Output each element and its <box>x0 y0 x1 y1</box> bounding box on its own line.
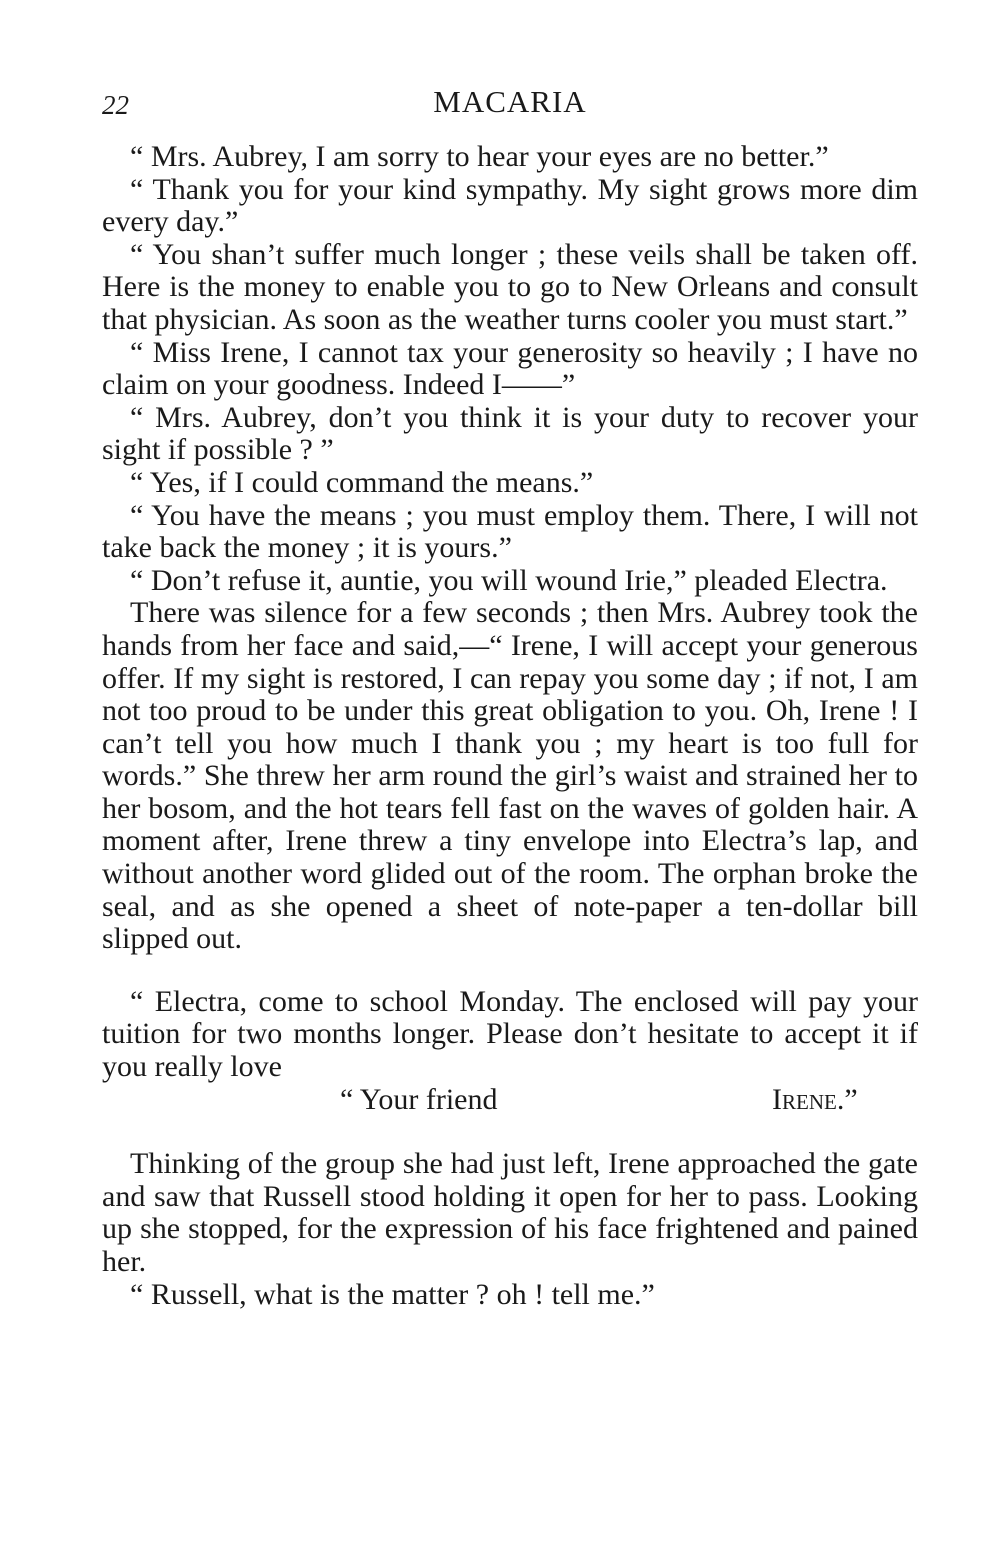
paragraph: “ Mrs. Aubrey, I am sorry to hear your eyes are no better.” <box>130 140 829 173</box>
paragraph: “ Yes, if I could command the means.” <box>130 465 594 499</box>
letter-signature: Irene.” <box>772 1082 858 1116</box>
paragraph: “ Russell, what is the matter ? oh ! tell me.” <box>130 1277 655 1311</box>
paragraph: “ Miss Irene, I cannot tax your generosity so heavily ; I have no claim on your goodness. Indeed I——” <box>102 335 918 402</box>
page-number: 22 <box>102 90 129 120</box>
paragraph: “ You shan’t suffer much longer ; these veils shall be taken off. Here is the money to enable you to go to New Orleans and consult that physician. As soon as the weather turns cooler you must start.” <box>102 237 918 336</box>
book-title: MACARIA <box>433 84 587 119</box>
paragraph: “ You have the means ; you must employ them. There, I will not take back the money ; it is yours.” <box>102 498 918 565</box>
letter-closing: “ Your friend <box>340 1082 498 1116</box>
paragraph: “ Mrs. Aubrey, don’t you think it is your duty to recover your sight if possible ? ” <box>102 400 918 467</box>
paragraph: There was silence for a few seconds ; then Mrs. Aubrey took the hands from her face and said,—“ Irene, I will accept your generous offer. If my sight is restored, I can repay you some day ; if not, I am not too proud to be under this great obligation to you. Oh, Irene ! I can’t tell you how much I thank you ; my heart is too full for words.” She threw her arm round the girl’s waist and strained her to her bosom, and the hot tears fell fast on the waves of golden hair. A moment after, Irene threw a tiny envelope into Electra’s lap, and without another word glided out of the room. The orphan broke the seal, and as she opened a sheet of note-paper a ten-dollar bill slipped out. <box>102 596 918 956</box>
paragraph: Thinking of the group she had just left, Irene approached the gate and saw that Russell stood holding it open for her to pass. Looking up she stopped, for the expression of his face frightened and pained her. <box>102 1147 918 1278</box>
body-text <box>102 141 918 1311</box>
letter-text: “ Electra, come to school Monday. The enclosed will pay your tuition for two months longer. Please don’t hesitate to accept it if you really love <box>102 984 918 1084</box>
paragraph: “ Thank you for your kind sympathy. My sight grows more dim every day.” <box>102 172 918 239</box>
letter-signoff <box>102 1084 918 1117</box>
running-head <box>102 84 918 124</box>
paragraph: “ Don’t refuse it, auntie, you will wound Irie,” pleaded Electra. <box>130 563 888 597</box>
